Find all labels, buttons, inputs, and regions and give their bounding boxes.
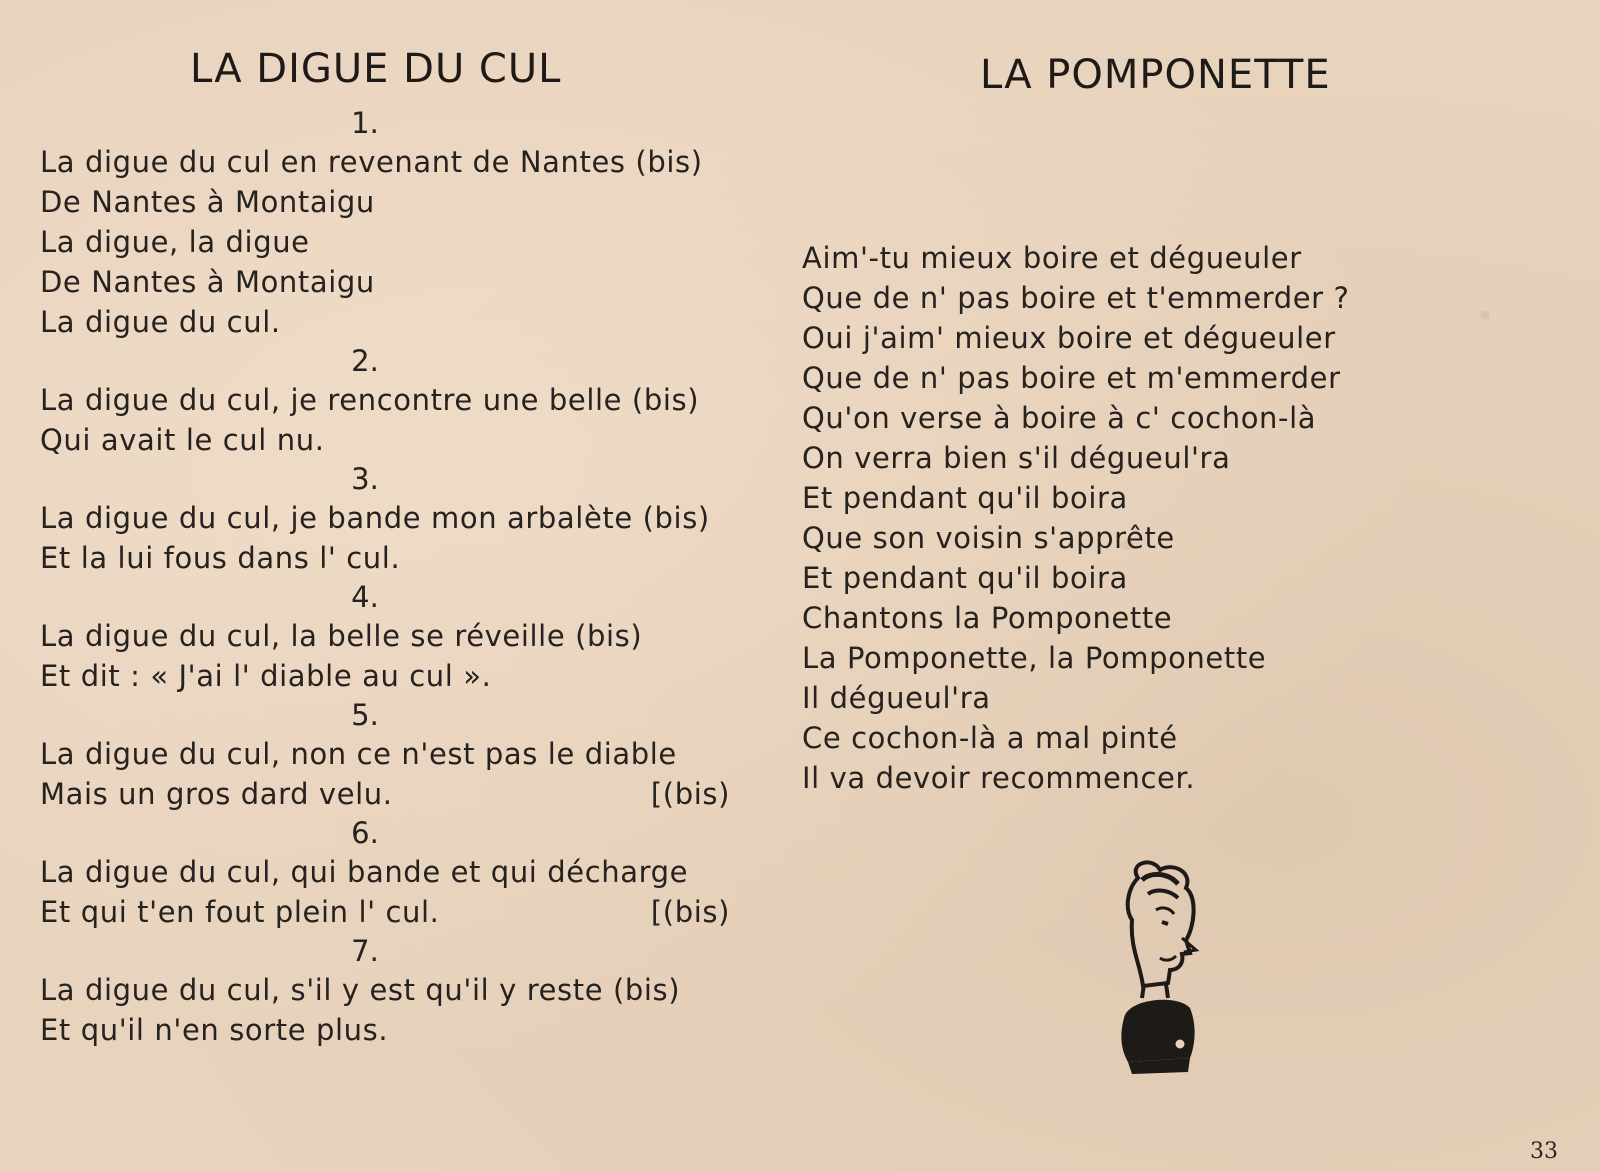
page-number: 33 — [1530, 1139, 1558, 1164]
lyric-line: On verra bien s'il dégueul'ra — [802, 441, 1231, 475]
right-page — [780, 0, 1600, 1172]
verse-number: 5. — [351, 698, 379, 732]
lyric-text: La digue du cul, je bande mon arbalète (bis) — [40, 501, 710, 535]
lyric-line: Il dégueul'ra — [802, 681, 991, 715]
lyric-line: Il va devoir recommencer. — [802, 761, 1196, 795]
lyric-line — [40, 1010, 730, 1050]
lyric-line — [40, 498, 730, 538]
left-page — [0, 0, 780, 1172]
song-title-pomponette: LA POMPONETTE — [980, 52, 1331, 98]
lyric-text: Qui avait le cul nu. — [40, 423, 325, 457]
lyric-line — [40, 774, 730, 814]
lyric-line — [40, 656, 730, 696]
verse — [40, 342, 730, 460]
verse — [40, 696, 730, 814]
lyric-line — [40, 734, 730, 774]
lyric-text: Et qu'il n'en sorte plus. — [40, 1013, 389, 1047]
lyric-line — [40, 538, 730, 578]
repeat-mark: [(bis) — [650, 777, 730, 811]
lyric-line — [40, 302, 730, 342]
verse-number: 7. — [351, 934, 379, 968]
lyric-line — [40, 970, 730, 1010]
lyric-line: Oui j'aim' mieux boire et dégueuler — [802, 321, 1336, 355]
lyric-line — [40, 852, 730, 892]
lyric-line: Que de n' pas boire et t'emmerder ? — [802, 281, 1350, 315]
lyric-text: La digue du cul. — [40, 305, 281, 339]
verse — [40, 104, 730, 342]
drunk-man-caricature-icon — [1098, 858, 1228, 1088]
verse — [40, 814, 730, 932]
lyric-line — [40, 420, 730, 460]
lyric-line: Et pendant qu'il boira — [802, 481, 1128, 515]
verse-number: 4. — [351, 580, 379, 614]
lyric-line — [40, 182, 730, 222]
lyric-line — [40, 892, 730, 932]
song-lyrics — [802, 238, 1442, 798]
lyric-line: Ce cochon-là a mal pinté — [802, 721, 1178, 755]
lyric-line: La Pomponette, la Pomponette — [802, 641, 1267, 675]
lyric-text: Et qui t'en fout plein l' cul. — [40, 895, 440, 929]
lyric-text: Et dit : « J'ai l' diable au cul ». — [40, 659, 492, 693]
verse — [40, 578, 730, 696]
lyric-text: La digue du cul en revenant de Nantes (bis) — [40, 145, 703, 179]
lyric-line: Que de n' pas boire et m'emmerder — [802, 361, 1341, 395]
lyric-text: La digue du cul, non ce n'est pas le diable — [40, 737, 677, 771]
lyric-line: Que son voisin s'apprête — [802, 521, 1175, 555]
repeat-mark: [(bis) — [650, 895, 730, 929]
lyric-line — [40, 262, 730, 302]
lyric-line: Chantons la Pomponette — [802, 601, 1173, 635]
lyric-line: Aim'-tu mieux boire et dégueuler — [802, 241, 1302, 275]
lyric-text: La digue du cul, je rencontre une belle (bis) — [40, 383, 700, 417]
song-verses — [40, 104, 730, 1050]
lyric-text: La digue, la digue — [40, 225, 310, 259]
lyric-line — [40, 142, 730, 182]
lyric-text: La digue du cul, s'il y est qu'il y reste (bis) — [40, 973, 681, 1007]
verse — [40, 932, 730, 1050]
lyric-text: De Nantes à Montaigu — [40, 185, 375, 219]
lyric-text: De Nantes à Montaigu — [40, 265, 375, 299]
lyric-line — [40, 380, 730, 420]
lyric-line: Qu'on verse à boire à c' cochon-là — [802, 401, 1317, 435]
lyric-text: Mais un gros dard velu. — [40, 777, 393, 811]
lyric-line: Et pendant qu'il boira — [802, 561, 1128, 595]
verse-number: 6. — [351, 816, 379, 850]
lyric-text: La digue du cul, la belle se réveille (bis) — [40, 619, 643, 653]
lyric-text: Et la lui fous dans l' cul. — [40, 541, 401, 575]
verse-number: 3. — [351, 462, 379, 496]
lyric-line — [40, 222, 730, 262]
lyric-line — [40, 616, 730, 656]
verse — [40, 460, 730, 578]
verse-number: 2. — [351, 344, 379, 378]
lyric-text: La digue du cul, qui bande et qui décharge — [40, 855, 689, 889]
verse-number: 1. — [351, 106, 379, 140]
song-title-digue: LA DIGUE DU CUL — [190, 46, 562, 92]
